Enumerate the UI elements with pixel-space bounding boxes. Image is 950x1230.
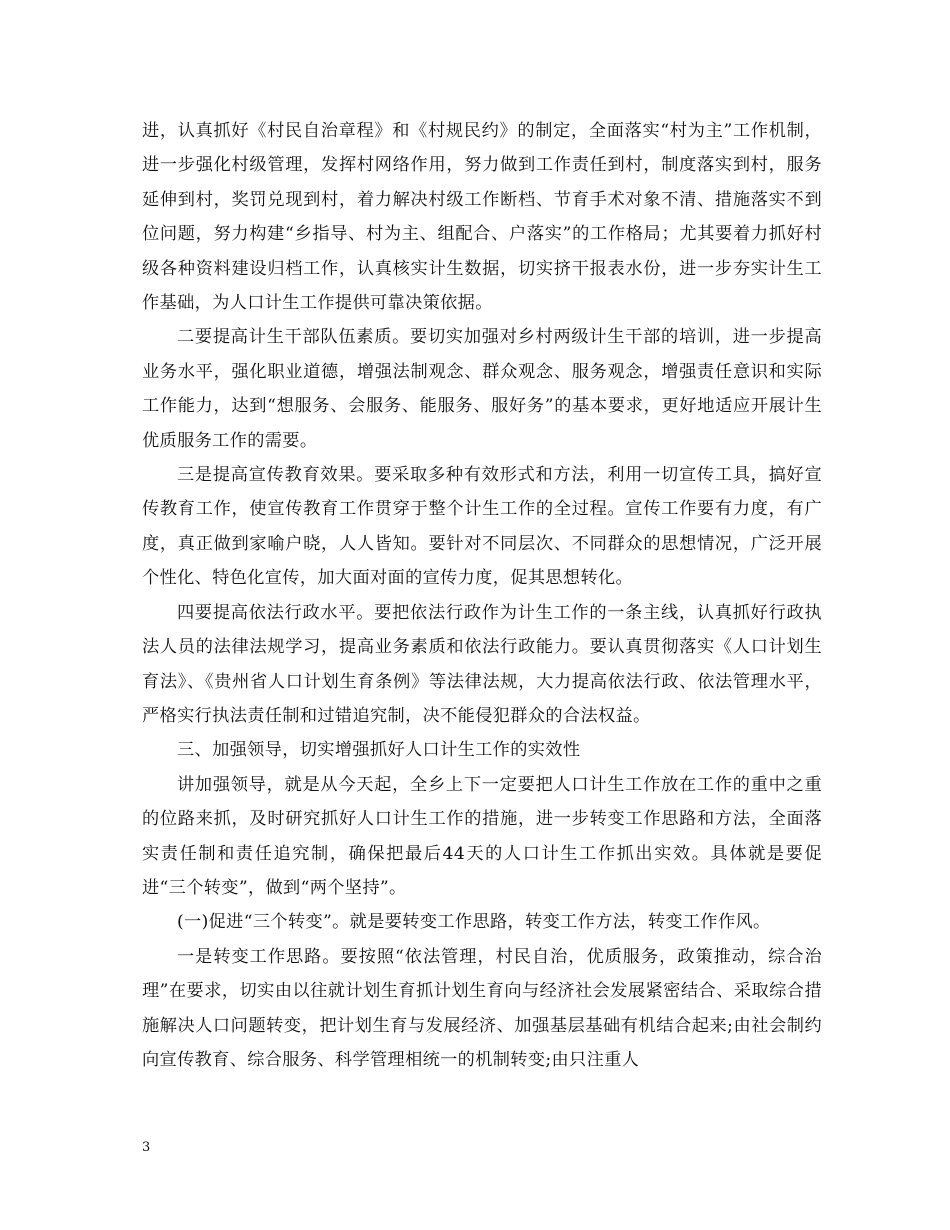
- paragraph-lawful-administration: 四要提高依法行政水平。要把依法行政作为计生工作的一条主线，认真抓好行政执法人员的法律法规学习，提高业务素质和依法行政能力。要认真贯彻落实《人口计划生育法》、《贵州省人口计划生育条例》等法律法规，大力提高依法行政、依法管理水平，严格实行执法责任制和过错追究制，决不能侵犯群众的合法权益。: [142, 602, 822, 726]
- document-body: [142, 114, 822, 1077]
- paragraph-village-work: 进，认真抓好《村民自治章程》和《村规民约》的制定，全面落实“村为主”工作机制，进一步强化村级管理，发挥村网络作用，努力做到工作责任到村，制度落实到村，服务延伸到村，奖罚兑现到村，着力解决村级工作断档、节育手术对象不清、措施落实不到位问题，努力构建“乡指导、村为主、组配合、户落实”的工作格局；尤其要着力抓好村级各种资料建设归档工作，认真核实计生数据，切实挤干报表水份，进一步夯实计生工作基础，为人口计生工作提供可靠决策依据。: [142, 121, 822, 314]
- paragraph-three-transformations: (一)促进“三个转变”。就是要转变工作思路，转变工作方法，转变工作作风。: [177, 912, 771, 933]
- paragraph-publicity-education: 三是提高宣传教育效果。要采取多种有效形式和方法，利用一切宣传工具，搞好宣传教育工作，使宣传教育工作贯穿于整个计生工作的全过程。宣传工作要有力度，有广度，真正做到家喻户晓，人人皆知。要针对不同层次、不同群众的思想情况，广泛开展个性化、特色化宣传，加大面对面的宣传力度，促其思想转化。: [142, 465, 822, 589]
- paragraph-work-thinking: 一是转变工作思路。要按照“依法管理，村民自治，优质服务，政策推动，综合治理”在要求，切实由以往就计划生育抓计划生育向与经济社会发展紧密结合、采取综合措施解决人口问题转变，把计划生育与发展经济、加强基层基础有机结合起来;由社会制约向宣传教育、综合服务、科学管理相统一的机制转变;由只注重人: [142, 946, 822, 1070]
- paragraph-cadre-quality: 二要提高计生干部队伍素质。要切实加强对乡村两级计生干部的培训，进一步提高业务水平，强化职业道德，增强法制观念、群众观念、服务观念，增强责任意识和实际工作能力，达到“想服务、会服务、能服务、服好务”的基本要求，更好地适应开展计生优质服务工作的需要。: [142, 327, 822, 451]
- page-number: 3: [142, 1140, 151, 1155]
- paragraph-leadership-explanation: 讲加强领导，就是从今天起，全乡上下一定要把人口计生工作放在工作的重中之重的位路来抓，及时研究抓好人口计生工作的措施，进一步转变工作思路和方法，全面落实责任制和责任追究制，确保把最后44天的人口计生工作抓出实效。具体就是要促进“三个转变”，做到“两个坚持”。: [142, 774, 822, 898]
- section-heading-strengthen-leadership: 三、加强领导，切实增强抓好人口计生工作的实效性: [177, 740, 581, 761]
